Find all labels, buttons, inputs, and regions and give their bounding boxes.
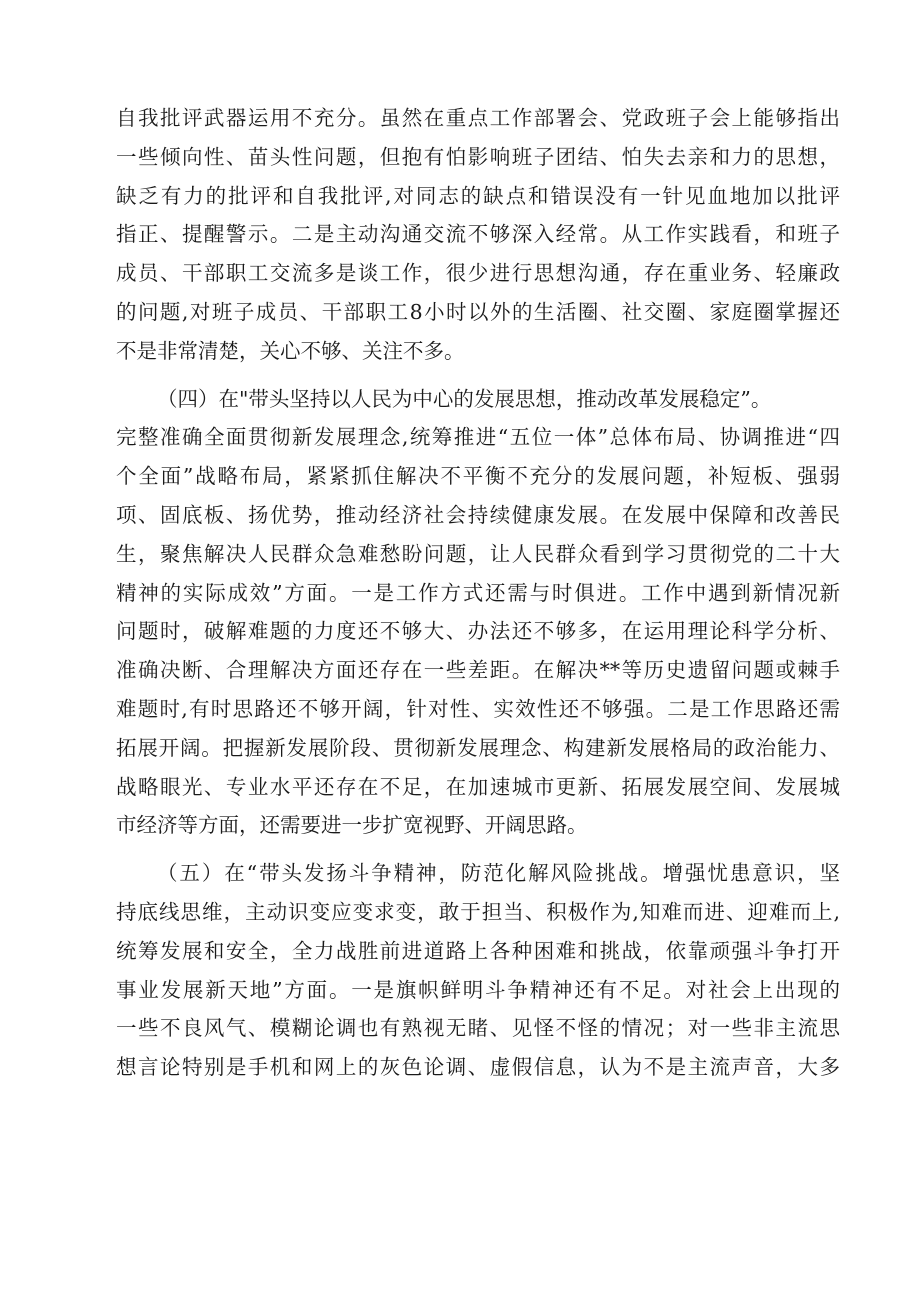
text-line: 缺乏有力的批评和自我批评,对同志的缺点和错误没有一针见血地加以批评: [116, 183, 840, 208]
text-line: 市经济等方面，还需要进一步扩宽视野、开阔思路。: [116, 813, 588, 838]
text-line: 持底线思维，主动识变应变求变，敢于担当、积极作为,知难而进、迎难而上,: [116, 899, 840, 924]
section-heading-four: （四）在"带头坚持以人民为中心的发展思想，推动改革发展稳定”。: [157, 386, 772, 411]
text-line: 自我批评武器运用不充分。虽然在重点工作部署会、党政班子会上能够指出: [116, 106, 840, 130]
section-heading-five: （五）在“带头发扬斗争精神，防范化解风险挑战。增强忧患意识，坚: [157, 861, 840, 886]
text-line: 生，聚焦解决人民群众急难愁盼问题，让人民群众看到学习贯彻党的二十大: [116, 541, 840, 566]
text-line: 精神的实际成效”方面。一是工作方式还需与时俱进。工作中遇到新情况新: [116, 580, 840, 605]
text-line: 成员、干部职工交流多是谈工作，很少进行思想沟通，存在重业务、轻廉政: [116, 261, 840, 286]
text-line: 的问题,对班子成员、干部职工8小时以外的生活圈、社交圈、家庭圈掌握还: [116, 299, 840, 324]
text-line: 指正、提醒警示。二是主动沟通交流不够深入经常。从工作实践看，和班子: [116, 222, 840, 247]
text-line: 个全面”战略布局，紧紧抓住解决不平衡不充分的发展问题，补短板、强弱: [116, 464, 840, 489]
text-line: 问题时，破解难题的力度还不够大、办法还不够多，在运用理论科学分析、: [116, 619, 840, 644]
paragraph-gap: [116, 845, 840, 854]
text-line: 想言论特别是手机和网上的灰色论调、虚假信息，认为不是主流声音，大多: [116, 1055, 840, 1080]
text-line: 不是非常清楚，关心不够、关注不多。: [116, 338, 465, 363]
paragraph-section-four: [116, 380, 840, 846]
text-line: 拓展开阔。把握新发展阶段、贯彻新发展理念、构建新发展格局的政治能力、: [116, 735, 840, 760]
text-line: 事业发展新天地”方面。一是旗帜鲜明斗争精神还有不足。对社会上出现的: [116, 977, 840, 1002]
text-line: 战略眼光、专业水平还存在不足，在加速城市更新、拓展发展空间、发展城: [116, 774, 840, 799]
text-line: 完整准确全面贯彻新发展理念,统筹推进“五位一体”总体布局、协调推进“四: [116, 425, 840, 450]
text-line: 一些不良风气、模糊论调也有熟视无睹、见怪不怪的情况；对一些非主流思: [116, 1016, 840, 1041]
paragraph-section-five: [116, 854, 840, 1087]
text-line: 统筹发展和安全，全力战胜前进道路上各种困难和挑战，依靠顽强斗争打开: [116, 938, 840, 963]
text-line: 项、固底板、扬优势，推动经济社会持续健康发展。在发展中保障和改善民: [116, 502, 840, 527]
document-body: [116, 99, 840, 1087]
paragraph-self-criticism: [116, 99, 840, 371]
text-line: 准确决断、合理解决方面还存在一些差距。在解决**等历史遗留问题或棘手: [116, 658, 840, 683]
text-line: 一些倾向性、苗头性问题，但抱有怕影响班子团结、怕失去亲和力的思想，: [116, 144, 840, 169]
text-line: 难题时,有时思路还不够开阔，针对性、实效性还不够强。二是工作思路还需: [116, 696, 840, 721]
paragraph-gap: [116, 371, 840, 380]
